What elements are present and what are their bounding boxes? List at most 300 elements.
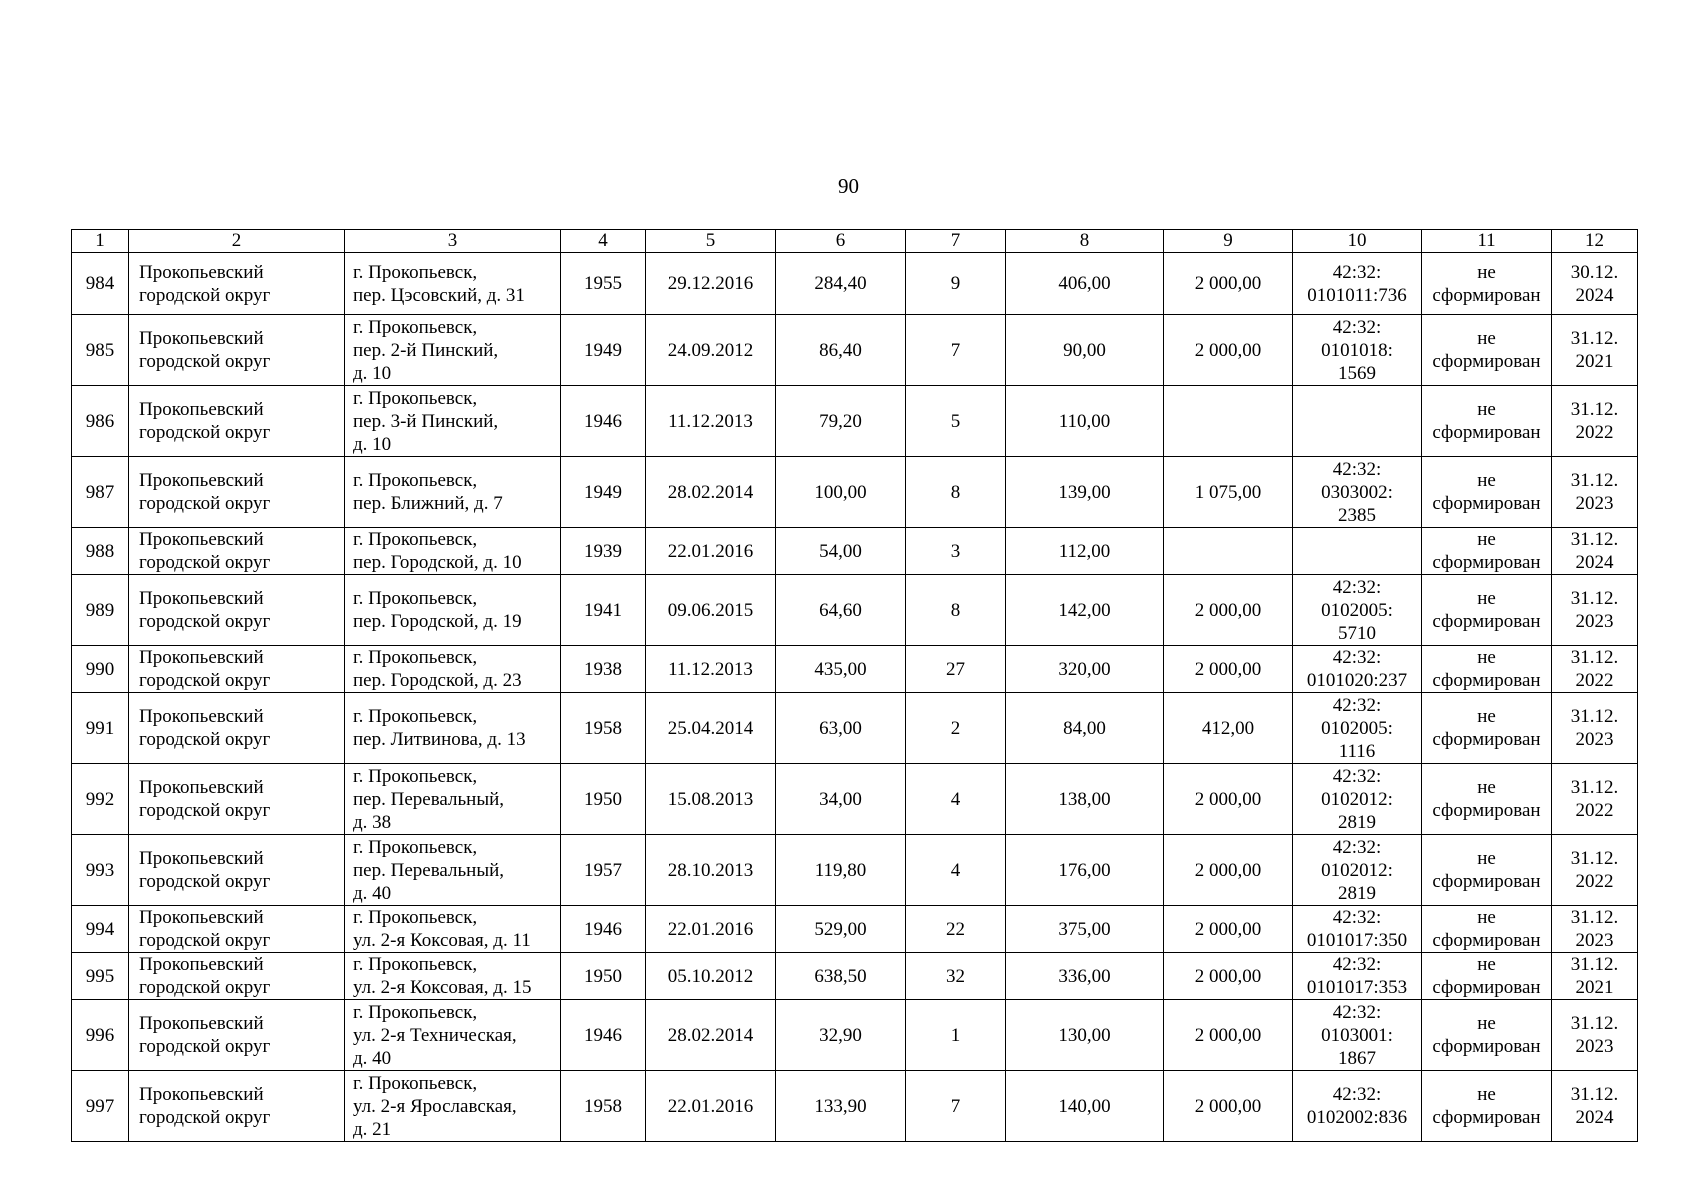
address-cell-line: г. Прокопьевск,	[353, 836, 478, 858]
column-8-cell: 140,00	[1006, 1071, 1164, 1142]
row-number-cell: 987	[72, 457, 129, 528]
status-cell	[1422, 315, 1552, 386]
column-9-cell: 2 000,00	[1164, 835, 1293, 906]
municipality-cell-line: городской округ	[139, 930, 271, 951]
address-cell-line: г. Прокопьевск,	[353, 647, 478, 668]
area-cell: 100,00	[776, 457, 906, 528]
address-cell-line: пер. Городской, д. 19	[353, 611, 522, 632]
status-cell	[1422, 646, 1552, 693]
address-cell-line: пер. Ближний, д. 7	[353, 493, 503, 514]
table-row	[72, 953, 1638, 1000]
deadline-cell	[1552, 1071, 1638, 1142]
area-cell: 133,90	[776, 1071, 906, 1142]
table-row	[72, 253, 1638, 315]
date-cell: 15.08.2013	[646, 764, 776, 835]
residents-cell: 9	[906, 253, 1006, 315]
residents-cell: 3	[906, 528, 1006, 575]
column-8-cell: 138,00	[1006, 764, 1164, 835]
status-cell-line: не	[1477, 848, 1496, 869]
column-header: 4	[561, 230, 646, 253]
municipality-cell-line: Прокопьевский	[139, 328, 264, 349]
address-cell-line: пер. 3-й Пинский,	[353, 410, 499, 432]
status-cell	[1422, 457, 1552, 528]
municipality-cell	[129, 1071, 345, 1142]
cadastral-number-cell-line: 42:32:	[1332, 694, 1382, 716]
row-number-cell: 991	[72, 693, 129, 764]
column-8-cell: 139,00	[1006, 457, 1164, 528]
column-9-cell: 412,00	[1164, 693, 1293, 764]
column-header: 2	[129, 230, 345, 253]
status-cell	[1422, 835, 1552, 906]
address-cell-line: г. Прокопьевск,	[353, 1072, 478, 1094]
deadline-cell-line: 2023	[1575, 729, 1614, 750]
municipality-cell-line: городской округ	[139, 284, 271, 306]
deadline-cell-line: 31.12.	[1570, 954, 1619, 975]
cadastral-number-cell-line: 42:32:	[1332, 1001, 1382, 1023]
year-cell: 1938	[561, 646, 646, 693]
table-row	[72, 386, 1638, 457]
year-cell: 1957	[561, 835, 646, 906]
status-cell	[1422, 1071, 1552, 1142]
column-header: 1	[72, 230, 129, 253]
area-cell: 638,50	[776, 953, 906, 1000]
municipality-cell	[129, 764, 345, 835]
cadastral-number-cell-line: 1116	[1338, 740, 1376, 762]
table-row	[72, 764, 1638, 835]
page-number: 90	[838, 174, 859, 198]
year-cell: 1950	[561, 953, 646, 1000]
column-9-cell: 1 075,00	[1164, 457, 1293, 528]
address-cell-line: г. Прокопьевск,	[353, 261, 478, 283]
status-cell	[1422, 253, 1552, 315]
status-cell-line: не	[1477, 777, 1496, 798]
address-cell-line: ул. 2-я Ярославская,	[353, 1095, 517, 1117]
residents-cell: 7	[906, 1071, 1006, 1142]
municipality-cell-line: городской округ	[139, 800, 271, 821]
cadastral-number-cell-line: 42:32:	[1332, 458, 1382, 480]
year-cell: 1958	[561, 693, 646, 764]
deadline-cell	[1552, 693, 1638, 764]
housing-table	[71, 229, 1638, 1142]
row-number-cell: 990	[72, 646, 129, 693]
status-cell-line: не	[1477, 529, 1496, 550]
address-cell	[345, 646, 561, 693]
date-cell: 11.12.2013	[646, 646, 776, 693]
area-cell: 32,90	[776, 1000, 906, 1071]
cadastral-number-cell	[1293, 528, 1422, 575]
address-cell	[345, 315, 561, 386]
deadline-cell-line: 2024	[1575, 284, 1614, 306]
cadastral-number-cell	[1293, 646, 1422, 693]
municipality-cell-line: Прокопьевский	[139, 647, 264, 668]
address-cell-line: пер. Городской, д. 10	[353, 552, 522, 573]
status-cell-line: не	[1477, 470, 1496, 491]
row-number-cell: 996	[72, 1000, 129, 1071]
year-cell: 1939	[561, 528, 646, 575]
area-cell: 284,40	[776, 253, 906, 315]
year-cell: 1949	[561, 315, 646, 386]
status-cell	[1422, 764, 1552, 835]
area-cell: 79,20	[776, 386, 906, 457]
municipality-cell-line: городской округ	[139, 611, 271, 632]
column-9-cell: 2 000,00	[1164, 764, 1293, 835]
cadastral-number-cell-line: 42:32:	[1332, 836, 1382, 858]
column-8-cell: 84,00	[1006, 693, 1164, 764]
column-9-cell	[1164, 528, 1293, 575]
cadastral-number-cell-line: 0102012:	[1321, 788, 1393, 810]
date-cell: 28.02.2014	[646, 1000, 776, 1071]
municipality-cell-line: городской округ	[139, 1036, 271, 1057]
deadline-cell-line: 31.12.	[1570, 588, 1619, 609]
residents-cell: 32	[906, 953, 1006, 1000]
deadline-cell-line: 2023	[1575, 493, 1614, 514]
status-cell-line: не	[1477, 1013, 1496, 1034]
area-cell: 54,00	[776, 528, 906, 575]
cadastral-number-cell	[1293, 693, 1422, 764]
deadline-cell	[1552, 835, 1638, 906]
cadastral-number-cell	[1293, 386, 1422, 457]
status-cell-line: не	[1477, 647, 1496, 668]
status-cell-line: не	[1477, 399, 1496, 420]
deadline-cell-line: 2022	[1575, 871, 1614, 892]
row-number-cell: 985	[72, 315, 129, 386]
date-cell: 22.01.2016	[646, 1071, 776, 1142]
table-row	[72, 1071, 1638, 1142]
column-9-cell: 2 000,00	[1164, 1000, 1293, 1071]
deadline-cell-line: 31.12.	[1570, 470, 1619, 491]
year-cell: 1949	[561, 457, 646, 528]
residents-cell: 4	[906, 764, 1006, 835]
cadastral-number-cell	[1293, 953, 1422, 1000]
area-cell: 34,00	[776, 764, 906, 835]
deadline-cell	[1552, 1000, 1638, 1071]
deadline-cell-line: 2022	[1575, 670, 1614, 691]
cadastral-number-cell-line: 42:32:	[1332, 907, 1382, 928]
municipality-cell-line: Прокопьевский	[139, 777, 264, 798]
deadline-cell	[1552, 386, 1638, 457]
column-9-cell: 2 000,00	[1164, 575, 1293, 646]
cadastral-number-cell	[1293, 1071, 1422, 1142]
area-cell: 435,00	[776, 646, 906, 693]
cadastral-number-cell-line: 0101017:350	[1306, 930, 1408, 951]
cadastral-number-cell-line: 42:32:	[1332, 316, 1382, 338]
deadline-cell-line: 31.12.	[1570, 706, 1619, 727]
cadastral-number-cell-line: 42:32:	[1332, 765, 1382, 787]
column-9-cell: 2 000,00	[1164, 646, 1293, 693]
address-cell	[345, 693, 561, 764]
address-cell-line: г. Прокопьевск,	[353, 954, 478, 975]
column-header: 3	[345, 230, 561, 253]
deadline-cell-line: 2021	[1575, 351, 1614, 372]
table-row	[72, 906, 1638, 953]
column-header: 9	[1164, 230, 1293, 253]
status-cell	[1422, 528, 1552, 575]
municipality-cell	[129, 906, 345, 953]
residents-cell: 8	[906, 575, 1006, 646]
table-header-row	[72, 230, 1638, 253]
cadastral-number-cell-line: 0102002:836	[1306, 1107, 1408, 1128]
address-cell-line: ул. 2-я Техническая,	[353, 1024, 517, 1046]
municipality-cell-line: Прокопьевский	[139, 529, 264, 550]
municipality-cell-line: Прокопьевский	[139, 470, 264, 491]
address-cell-line: пер. Городской, д. 23	[353, 670, 522, 691]
address-cell-line: пер. Литвинова, д. 13	[353, 729, 526, 750]
deadline-cell-line: 31.12.	[1570, 647, 1619, 668]
status-cell-line: не	[1477, 588, 1496, 609]
address-cell-line: ул. 2-я Коксовая, д. 15	[353, 977, 532, 998]
address-cell-line: г. Прокопьевск,	[353, 907, 478, 928]
municipality-cell	[129, 315, 345, 386]
column-header: 11	[1422, 230, 1552, 253]
cadastral-number-cell-line: 5710	[1338, 622, 1376, 644]
column-9-cell	[1164, 386, 1293, 457]
cadastral-number-cell-line: 0102012:	[1321, 859, 1393, 881]
column-header: 5	[646, 230, 776, 253]
address-cell-line: пер. 2-й Пинский,	[353, 339, 499, 361]
address-cell	[345, 835, 561, 906]
deadline-cell-line: 30.12.	[1570, 261, 1619, 283]
row-number-cell: 989	[72, 575, 129, 646]
municipality-cell-line: Прокопьевский	[139, 954, 264, 975]
table-row	[72, 457, 1638, 528]
deadline-cell	[1552, 764, 1638, 835]
status-cell-line: сформирован	[1432, 1036, 1541, 1057]
municipality-cell	[129, 835, 345, 906]
deadline-cell-line: 31.12.	[1570, 1084, 1619, 1105]
deadline-cell	[1552, 953, 1638, 1000]
residents-cell: 8	[906, 457, 1006, 528]
table-row	[72, 315, 1638, 386]
status-cell-line: сформирован	[1432, 930, 1541, 951]
address-cell	[345, 575, 561, 646]
column-8-cell: 336,00	[1006, 953, 1164, 1000]
address-cell-line: пер. Перевальный,	[353, 859, 505, 881]
row-number-cell: 997	[72, 1071, 129, 1142]
table-body	[72, 253, 1638, 1142]
column-9-cell: 2 000,00	[1164, 253, 1293, 315]
status-cell-line: не	[1477, 261, 1496, 283]
row-number-cell: 992	[72, 764, 129, 835]
column-8-cell: 375,00	[1006, 906, 1164, 953]
status-cell-line: не	[1477, 954, 1496, 975]
residents-cell: 4	[906, 835, 1006, 906]
municipality-cell	[129, 575, 345, 646]
status-cell-line: сформирован	[1432, 552, 1541, 573]
municipality-cell-line: городской округ	[139, 351, 271, 372]
municipality-cell-line: Прокопьевский	[139, 261, 264, 283]
row-number-cell: 984	[72, 253, 129, 315]
column-9-cell: 2 000,00	[1164, 906, 1293, 953]
area-cell: 64,60	[776, 575, 906, 646]
date-cell: 09.06.2015	[646, 575, 776, 646]
status-cell-line: не	[1477, 907, 1496, 928]
year-cell: 1941	[561, 575, 646, 646]
address-cell-line: г. Прокопьевск,	[353, 316, 478, 338]
status-cell-line: сформирован	[1432, 611, 1541, 632]
year-cell: 1946	[561, 1000, 646, 1071]
column-header: 7	[906, 230, 1006, 253]
status-cell-line: сформирован	[1432, 493, 1541, 514]
status-cell	[1422, 1000, 1552, 1071]
column-9-cell: 2 000,00	[1164, 315, 1293, 386]
address-cell	[345, 764, 561, 835]
municipality-cell	[129, 1000, 345, 1071]
address-cell	[345, 386, 561, 457]
table-row	[72, 835, 1638, 906]
status-cell	[1422, 906, 1552, 953]
deadline-cell-line: 2024	[1575, 1107, 1614, 1128]
deadline-cell-line: 2022	[1575, 800, 1614, 821]
deadline-cell-line: 2023	[1575, 930, 1614, 951]
address-cell-line: д. 40	[353, 882, 392, 904]
municipality-cell-line: городской округ	[139, 552, 271, 573]
deadline-cell-line: 2023	[1575, 1036, 1614, 1057]
column-header: 10	[1293, 230, 1422, 253]
address-cell-line: г. Прокопьевск,	[353, 706, 478, 727]
column-8-cell: 142,00	[1006, 575, 1164, 646]
address-cell-line: д. 10	[353, 362, 392, 384]
deadline-cell	[1552, 528, 1638, 575]
municipality-cell-line: Прокопьевский	[139, 1084, 264, 1105]
cadastral-number-cell-line: 0101017:353	[1306, 977, 1408, 998]
address-cell	[345, 1000, 561, 1071]
cadastral-number-cell	[1293, 764, 1422, 835]
address-cell-line: ул. 2-я Коксовая, д. 11	[353, 930, 531, 951]
cadastral-number-cell	[1293, 575, 1422, 646]
municipality-cell-line: городской округ	[139, 670, 271, 691]
residents-cell: 27	[906, 646, 1006, 693]
address-cell-line: г. Прокопьевск,	[353, 765, 478, 787]
deadline-cell-line: 31.12.	[1570, 529, 1619, 550]
deadline-cell-line: 2023	[1575, 611, 1614, 632]
deadline-cell	[1552, 253, 1638, 315]
deadline-cell-line: 2024	[1575, 552, 1614, 573]
cadastral-number-cell-line: 0101011:736	[1307, 284, 1407, 306]
municipality-cell-line: Прокопьевский	[139, 1013, 264, 1034]
year-cell: 1946	[561, 386, 646, 457]
year-cell: 1958	[561, 1071, 646, 1142]
municipality-cell-line: Прокопьевский	[139, 907, 264, 928]
address-cell	[345, 528, 561, 575]
status-cell-line: не	[1477, 706, 1496, 727]
cadastral-number-cell-line: 0101018:	[1321, 339, 1393, 361]
address-cell	[345, 457, 561, 528]
address-cell-line: д. 21	[353, 1118, 392, 1140]
date-cell: 22.01.2016	[646, 906, 776, 953]
deadline-cell-line: 31.12.	[1570, 848, 1619, 869]
date-cell: 24.09.2012	[646, 315, 776, 386]
table-row	[72, 528, 1638, 575]
municipality-cell-line: Прокопьевский	[139, 706, 264, 727]
status-cell-line: сформирован	[1432, 977, 1541, 998]
address-cell-line: г. Прокопьевск,	[353, 387, 478, 409]
cadastral-number-cell-line: 1569	[1338, 362, 1376, 384]
municipality-cell-line: городской округ	[139, 729, 271, 750]
area-cell: 529,00	[776, 906, 906, 953]
status-cell-line: сформирован	[1432, 670, 1541, 691]
column-8-cell: 110,00	[1006, 386, 1164, 457]
cadastral-number-cell-line: 42:32:	[1332, 647, 1382, 668]
table-row	[72, 575, 1638, 646]
table-row	[72, 1000, 1638, 1071]
address-cell-line: пер. Цэсовский, д. 31	[353, 284, 525, 306]
column-8-cell: 90,00	[1006, 315, 1164, 386]
address-cell	[345, 953, 561, 1000]
address-cell-line: г. Прокопьевск,	[353, 470, 478, 491]
cadastral-number-cell-line: 2819	[1338, 811, 1376, 833]
cadastral-number-cell-line: 2819	[1338, 882, 1376, 904]
municipality-cell	[129, 528, 345, 575]
cadastral-number-cell	[1293, 315, 1422, 386]
table-row	[72, 693, 1638, 764]
cadastral-number-cell	[1293, 1000, 1422, 1071]
status-cell-line: сформирован	[1432, 1107, 1541, 1128]
column-header: 12	[1552, 230, 1638, 253]
row-number-cell: 995	[72, 953, 129, 1000]
status-cell	[1422, 693, 1552, 764]
deadline-cell-line: 2022	[1575, 422, 1614, 443]
year-cell: 1946	[561, 906, 646, 953]
area-cell: 63,00	[776, 693, 906, 764]
table-row	[72, 646, 1638, 693]
status-cell-line: сформирован	[1432, 284, 1541, 306]
status-cell-line: сформирован	[1432, 422, 1541, 443]
column-header: 8	[1006, 230, 1164, 253]
municipality-cell-line: Прокопьевский	[139, 848, 264, 869]
year-cell: 1955	[561, 253, 646, 315]
municipality-cell	[129, 953, 345, 1000]
deadline-cell-line: 31.12.	[1570, 399, 1619, 420]
deadline-cell-line: 31.12.	[1570, 1013, 1619, 1034]
municipality-cell-line: городской округ	[139, 493, 271, 514]
status-cell-line: не	[1477, 1084, 1496, 1105]
row-number-cell: 988	[72, 528, 129, 575]
municipality-cell	[129, 457, 345, 528]
cadastral-number-cell-line: 0103001:	[1321, 1024, 1393, 1046]
deadline-cell-line: 2021	[1575, 977, 1614, 998]
municipality-cell	[129, 253, 345, 315]
status-cell-line: сформирован	[1432, 729, 1541, 750]
cadastral-number-cell-line: 42:32:	[1332, 954, 1382, 975]
municipality-cell-line: городской округ	[139, 1107, 271, 1128]
cadastral-number-cell-line: 0101020:237	[1306, 670, 1408, 691]
cadastral-number-cell	[1293, 835, 1422, 906]
cadastral-number-cell-line: 42:32:	[1332, 261, 1382, 283]
status-cell-line: сформирован	[1432, 871, 1541, 892]
deadline-cell	[1552, 575, 1638, 646]
municipality-cell	[129, 693, 345, 764]
row-number-cell: 993	[72, 835, 129, 906]
column-8-cell: 112,00	[1006, 528, 1164, 575]
residents-cell: 1	[906, 1000, 1006, 1071]
date-cell: 11.12.2013	[646, 386, 776, 457]
cadastral-number-cell-line: 0102005:	[1321, 599, 1393, 621]
deadline-cell-line: 31.12.	[1570, 907, 1619, 928]
cadastral-number-cell	[1293, 253, 1422, 315]
status-cell	[1422, 386, 1552, 457]
deadline-cell-line: 31.12.	[1570, 328, 1619, 349]
cadastral-number-cell-line: 1867	[1338, 1047, 1376, 1069]
deadline-cell	[1552, 315, 1638, 386]
column-8-cell: 176,00	[1006, 835, 1164, 906]
address-cell-line: г. Прокопьевск,	[353, 529, 478, 550]
area-cell: 86,40	[776, 315, 906, 386]
cadastral-number-cell-line: 0102005:	[1321, 717, 1393, 739]
address-cell-line: д. 40	[353, 1047, 392, 1069]
column-9-cell: 2 000,00	[1164, 1071, 1293, 1142]
residents-cell: 7	[906, 315, 1006, 386]
municipality-cell	[129, 386, 345, 457]
